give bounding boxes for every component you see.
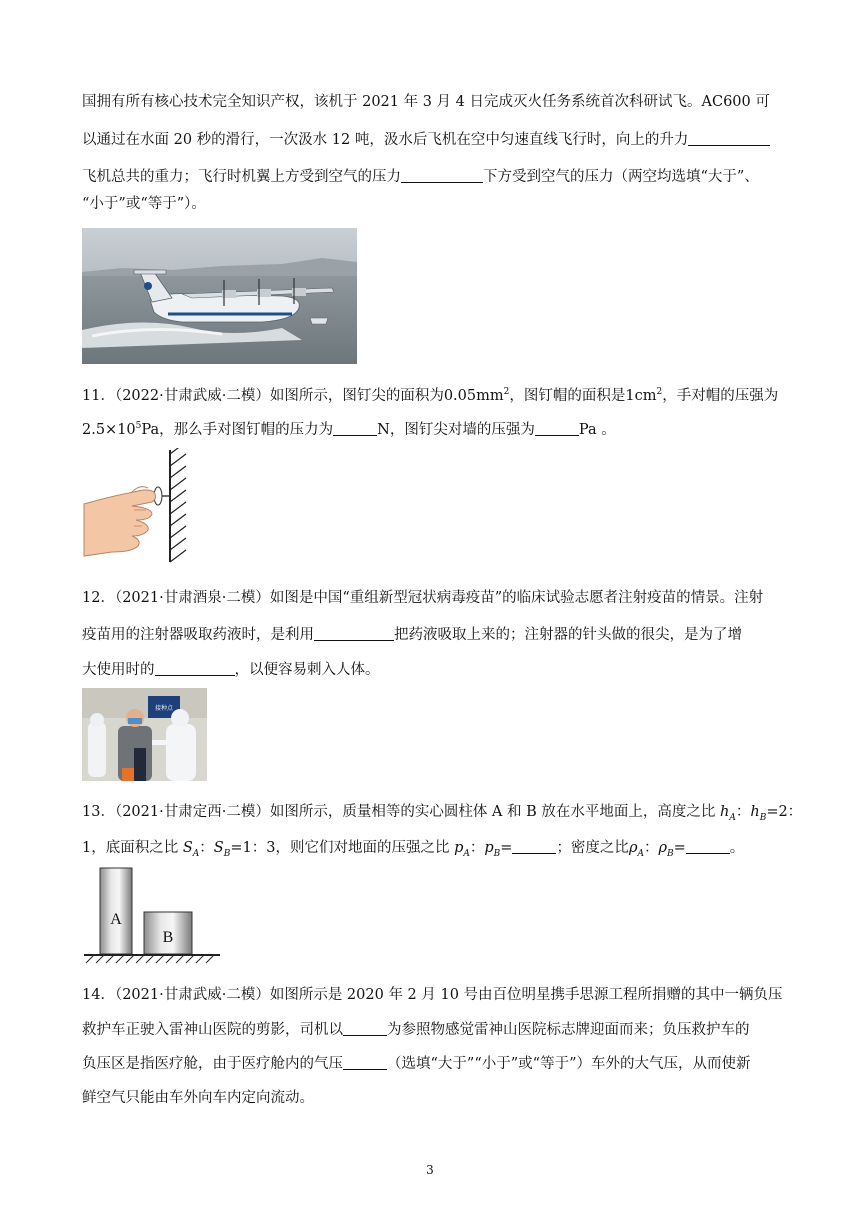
q11-text: 11．（2022·甘肃武威·二模）如图所示，图钉尖的面积为 bbox=[82, 388, 444, 404]
q13-text: 13．（2021·甘肃定西·二模）如图所示，质量相等的实心圆柱体 A 和 B 放在水平地面上，高度之比 bbox=[82, 804, 720, 820]
q12-line3 bbox=[82, 658, 380, 679]
q12-text: ，以便容易刺入人体。 bbox=[234, 662, 380, 678]
q14-line3 bbox=[82, 1052, 750, 1073]
answer-blank[interactable] bbox=[343, 1021, 387, 1036]
q10-text: 飞机总共的重力；飞行时机翼上方受到空气的压力 bbox=[82, 169, 401, 185]
q10-line2 bbox=[82, 128, 770, 149]
answer-blank[interactable] bbox=[314, 626, 394, 641]
answer-blank[interactable] bbox=[343, 1055, 387, 1070]
q11-text: ，那么手对图钉帽的压力为 bbox=[159, 422, 334, 438]
q13-line2: 1，底面积之比 $S_A$：$S_B=1$：3，则它们对地面的压强之比 $p_A$：$p_B=$ ；密度之比$\rho_A$：$\rho_B=$ 。 bbox=[82, 840, 745, 859]
cylinders-figure bbox=[82, 866, 222, 966]
q14-text: 为参照物感觉雷神山医院标志牌迎面而来；负压救护车的 bbox=[387, 1022, 750, 1038]
q14-line2 bbox=[82, 1018, 750, 1039]
answer-blank[interactable] bbox=[512, 839, 556, 854]
q12-text: 把药液吸取上来的；注射器的针头做的很尖，是为了增 bbox=[394, 627, 742, 643]
q11-text: N，图钉尖对墙的压强为 bbox=[377, 422, 535, 438]
answer-blank[interactable] bbox=[686, 839, 730, 854]
cylinder-a-label: A bbox=[110, 911, 122, 928]
page-number: 3 bbox=[426, 1163, 434, 1177]
hand-pressure-value: $2.5\times 10^5Pa$ bbox=[82, 421, 160, 438]
q13-line1: 13．（2021·甘肃定西·二模）如图所示，质量相等的实心圆柱体 A 和 B 放在水平地面上，高度之比 $h_A$：$h_B=2$： bbox=[82, 804, 803, 823]
answer-blank[interactable] bbox=[401, 168, 483, 183]
q12-line2 bbox=[82, 623, 742, 644]
cylinder-b-label: B bbox=[162, 929, 174, 946]
q14-text: （选填“大于”“小于”或“等于”）车外的大气压，从而使新 bbox=[387, 1056, 751, 1072]
answer-blank[interactable] bbox=[688, 131, 770, 146]
pin-cap-area: $1cm^2$ bbox=[625, 387, 663, 404]
q11-text: ，图钉帽的面积是 bbox=[509, 388, 626, 404]
q10-text: 下方受到空气的压力（两空均选填“大于”、 bbox=[483, 169, 759, 185]
q11-text: Pa 。 bbox=[578, 422, 616, 438]
q10-line4: “小于”或“等于”）。 bbox=[82, 196, 206, 212]
q10-text: 以通过在水面 20 秒的滑行，一次汲水 12 吨，汲水后飞机在空中匀速直线飞行时，向上的升力 bbox=[82, 132, 689, 148]
thumbtack-figure bbox=[82, 448, 194, 566]
q13-text: 1，底面积之比 bbox=[82, 840, 183, 856]
q12-text: 大使用时的 bbox=[82, 662, 155, 678]
vaccination-photo bbox=[82, 688, 207, 781]
q11-text: ，手对帽的压强为 bbox=[662, 388, 779, 404]
q14-text: 救护车正驶入雷神山医院的剪影，司机以 bbox=[82, 1022, 343, 1038]
q14-line1: 14．（2021·甘肃武威·二模）如图所示是 2020 年 2 月 10 号由百位明星携手思源工程所捐赠的其中一辆负压 bbox=[82, 987, 783, 1003]
answer-blank[interactable] bbox=[333, 421, 377, 436]
q10-line1: 国拥有所有核心技术完全知识产权，该机于 2021 年 3 月 4 日完成灭火任务系统首次科研试飞。AC600 可 bbox=[82, 94, 770, 110]
answer-blank[interactable] bbox=[535, 421, 579, 436]
q12-text: 疫苗用的注射器吸取药液时，是利用 bbox=[82, 627, 314, 643]
q12-line1: 12．（2021·甘肃酒泉·二模）如图是中国“重组新型冠状病毒疫苗”的临床试验志愿者注射疫苗的情景。注射 bbox=[82, 590, 764, 606]
q10-line3 bbox=[82, 165, 759, 186]
q11-line2 bbox=[82, 418, 616, 439]
vaccination-site-sign: 接种点 bbox=[154, 705, 174, 712]
pin-tip-area: $0.05mm^2$ bbox=[443, 387, 510, 404]
seaplane-photo bbox=[82, 228, 357, 364]
q11-line1 bbox=[82, 384, 778, 405]
answer-blank[interactable] bbox=[155, 661, 235, 676]
q14-text: 负压区是指医疗舱，由于医疗舱内的气压 bbox=[82, 1056, 343, 1072]
q14-line4: 鲜空气只能由车外向车内定向流动。 bbox=[82, 1090, 314, 1106]
